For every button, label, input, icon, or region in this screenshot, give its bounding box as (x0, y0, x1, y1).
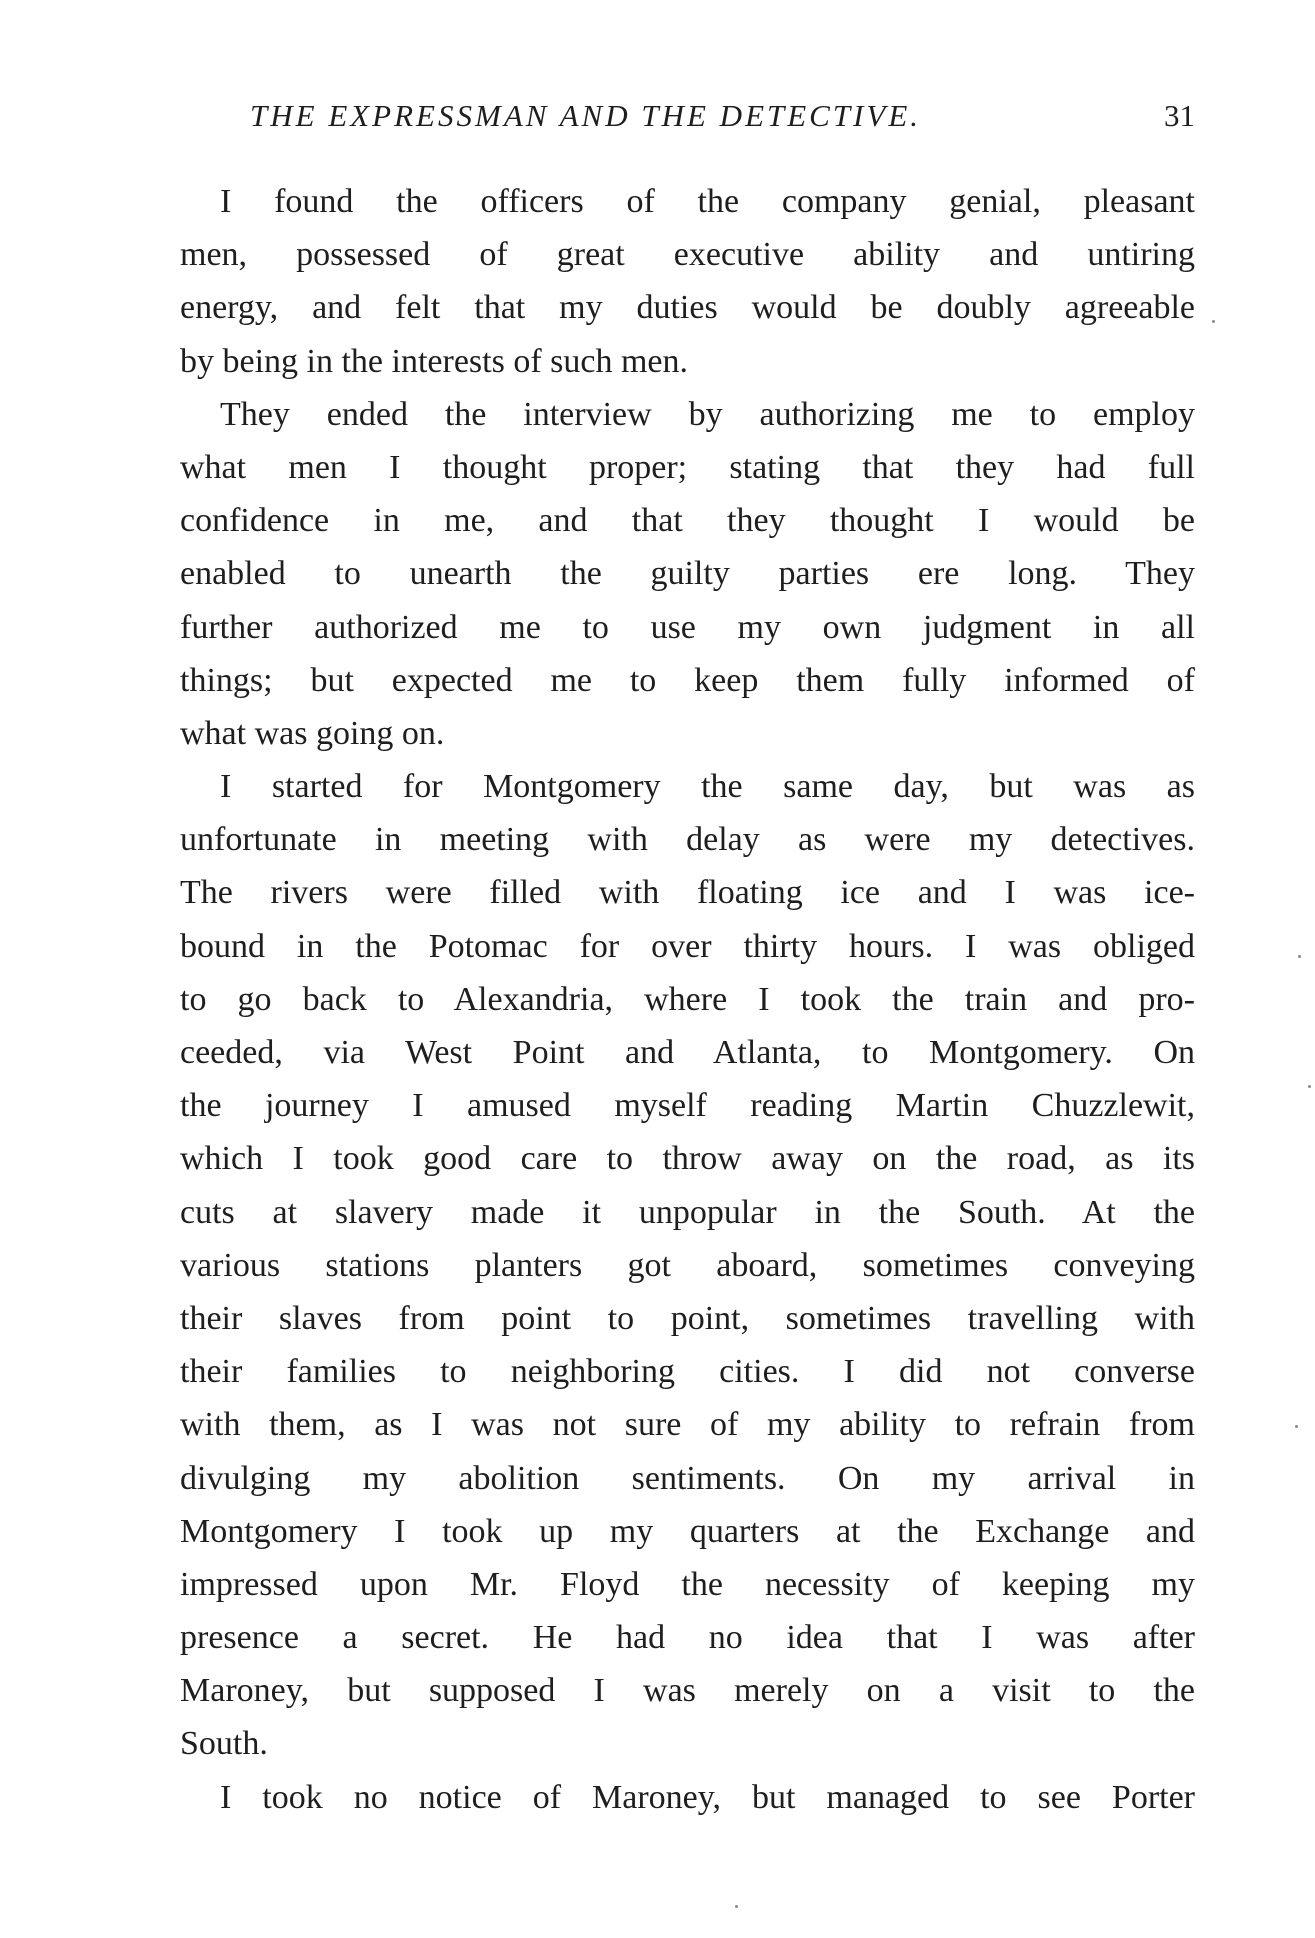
text-line: I took no notice of Maroney, but managed to see Porter (220, 1778, 1195, 1816)
text-line: men, possessed of great executive ability and untiring (180, 236, 1195, 274)
text-line: South. (180, 1725, 268, 1763)
text-line: further authorized me to use my own judgment in all (180, 608, 1195, 646)
scan-speck (1212, 320, 1215, 323)
text-line: Maroney, but supposed I was merely on a visit to the (180, 1672, 1195, 1710)
text-line: which I took good care to throw away on the road, as its (180, 1140, 1195, 1178)
text-line: I started for Montgomery the same day, but was as (220, 768, 1195, 806)
text-line: what men I thought proper; stating that they had full (180, 448, 1195, 486)
text-line: with them, as I was not sure of my ability to refrain from (180, 1406, 1195, 1444)
text-line: things; but expected me to keep them fully informed of (180, 661, 1195, 699)
text-line: ceeded, via West Point and Atlanta, to Montgomery. On (180, 1034, 1195, 1071)
text-line: what was going on. (180, 714, 445, 752)
text-line: presence a secret. He had no idea that I was after (180, 1619, 1195, 1657)
text-line: by being in the interests of such men. (180, 342, 689, 380)
text-line: their families to neighboring cities. I did not converse (180, 1353, 1195, 1391)
scan-speck (1298, 955, 1301, 958)
text-line: I found the officers of the company genial, pleasant (220, 183, 1195, 220)
text-line: to go back to Alexandria, where I took the train and pro- (180, 980, 1195, 1018)
text-line: enabled to unearth the guilty parties ere long. They (180, 555, 1195, 593)
text-line: impressed upon Mr. Floyd the necessity of keeping my (180, 1565, 1195, 1603)
text-line: They ended the interview by authorizing me to employ (220, 395, 1195, 433)
text-line: divulging my abolition sentiments. On my arrival in (180, 1459, 1195, 1497)
running-head-title: THE EXPRESSMAN AND THE DETECTIVE. (250, 98, 922, 133)
text-line: The rivers were filled with floating ice and I was ice- (180, 874, 1195, 912)
text-line: energy, and felt that my duties would be doubly agreeable (180, 289, 1195, 327)
text-line: confidence in me, and that they thought I would be (180, 502, 1195, 540)
text-line: unfortunate in meeting with delay as were my detectives. (180, 821, 1195, 859)
scan-speck (735, 1905, 738, 1908)
body-text (180, 175, 1195, 1824)
text-line: cuts at slavery made it unpopular in the South. At the (180, 1193, 1195, 1231)
scan-speck (1295, 1425, 1298, 1428)
scan-speck (1308, 1085, 1311, 1088)
running-head (250, 96, 1195, 136)
text-line: bound in the Potomac for over thirty hours. I was obliged (180, 927, 1195, 965)
text-line: the journey I amused myself reading Martin Chuzzlewit, (180, 1087, 1195, 1125)
text-line: their slaves from point to point, sometimes travelling with (180, 1299, 1195, 1337)
text-line: various stations planters got aboard, sometimes conveying (180, 1246, 1195, 1284)
page-number: 31 (1164, 98, 1195, 133)
text-line: Montgomery I took up my quarters at the Exchange and (180, 1512, 1195, 1550)
